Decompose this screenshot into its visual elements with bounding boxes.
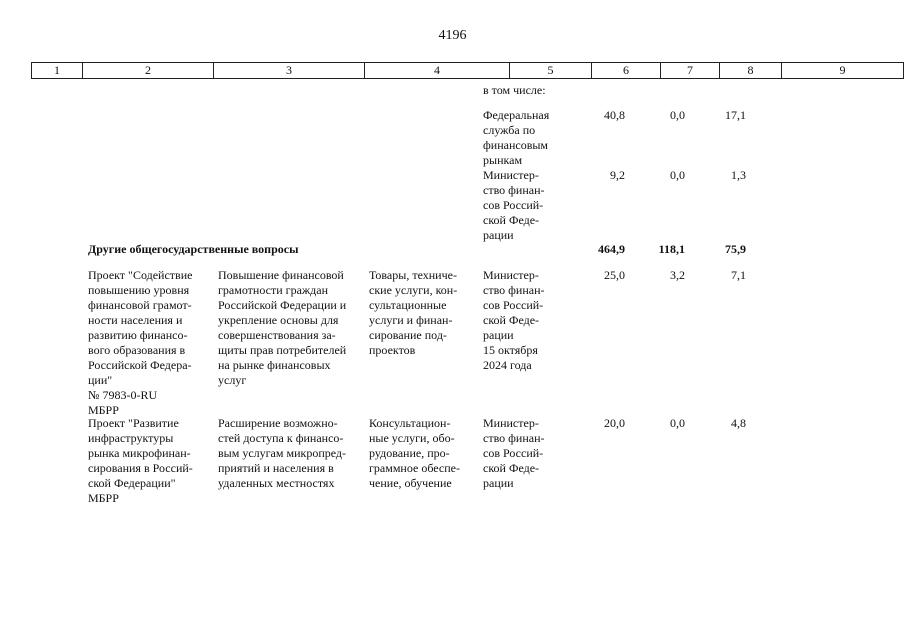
sub2-col8: 1,3 bbox=[731, 168, 746, 182]
table-header-row bbox=[31, 62, 904, 79]
project2-organization: Министер- ство финан- сов Россий- ской Феде- рации bbox=[483, 416, 545, 490]
project1-col8: 7,1 bbox=[731, 268, 746, 282]
project1-goal: Повышение финансовой грамотности граждан Российской Федерации и укрепление основы для совершенствования за- щиты прав потребителей на рынке финансовых услуг bbox=[218, 268, 347, 387]
page-number: 4196 bbox=[438, 28, 467, 43]
column-header-9: 9 bbox=[839, 63, 846, 77]
project2-col8: 4,8 bbox=[731, 416, 746, 430]
sub1-col8: 17,1 bbox=[725, 108, 746, 122]
sub2-col7: 0,0 bbox=[670, 168, 685, 182]
sub1-organization: Федеральная служба по финансовым рынкам bbox=[483, 108, 550, 167]
column-header-5: 5 bbox=[510, 63, 592, 78]
column-header-7: 7 bbox=[661, 63, 720, 78]
column-header-2: 2 bbox=[83, 63, 214, 78]
column-header-3: 3 bbox=[214, 63, 365, 78]
project2-col7: 0,0 bbox=[670, 416, 685, 430]
project1-items: Товары, техниче- ские услуги, кон- сультационные услуги и финан- сирование под- проектов bbox=[369, 268, 458, 357]
column-header-8: 8 bbox=[720, 63, 782, 78]
column-header-1: 1 bbox=[32, 63, 83, 78]
column-header-4: 4 bbox=[365, 63, 510, 78]
sub2-organization: Министер- ство финан- сов Россий- ской Феде- рации bbox=[483, 168, 545, 242]
column-header-6: 6 bbox=[592, 63, 661, 78]
project1-name: Проект "Содействие повышению уровня финансовой грамот- ности населения и развитию финансо- вого образования в Российской Федера- ции" № 7983-0-RU МБРР bbox=[88, 268, 193, 417]
project1-organization: Министер- ство финан- сов Россий- ской Феде- рации 15 октября 2024 года bbox=[483, 268, 545, 372]
sub2-col6: 9,2 bbox=[610, 168, 625, 182]
sub1-col7: 0,0 bbox=[670, 108, 685, 122]
project2-goal: Расширение возможно- стей доступа к финансо- вым услугам микропред- приятий и населения в удаленных местностях bbox=[218, 416, 347, 490]
section-col8: 75,9 bbox=[725, 242, 746, 256]
project2-col6: 20,0 bbox=[604, 416, 625, 430]
project2-items: Консультацион- ные услуги, обо- рудование, про- граммное обеспе- чение, обучение bbox=[369, 416, 460, 490]
section-col7: 118,1 bbox=[658, 242, 685, 256]
sub1-col6: 40,8 bbox=[604, 108, 625, 122]
section-col6: 464,9 bbox=[598, 242, 625, 256]
project1-col7: 3,2 bbox=[670, 268, 685, 282]
project2-name: Проект "Развитие инфраструктуры рынка микрофинан- сирования в Россий- ской Федерации" МБРР bbox=[88, 416, 193, 505]
including-label: в том числе: bbox=[483, 83, 546, 97]
project1-col6: 25,0 bbox=[604, 268, 625, 282]
section-title: Другие общегосударственные вопросы bbox=[88, 242, 299, 256]
